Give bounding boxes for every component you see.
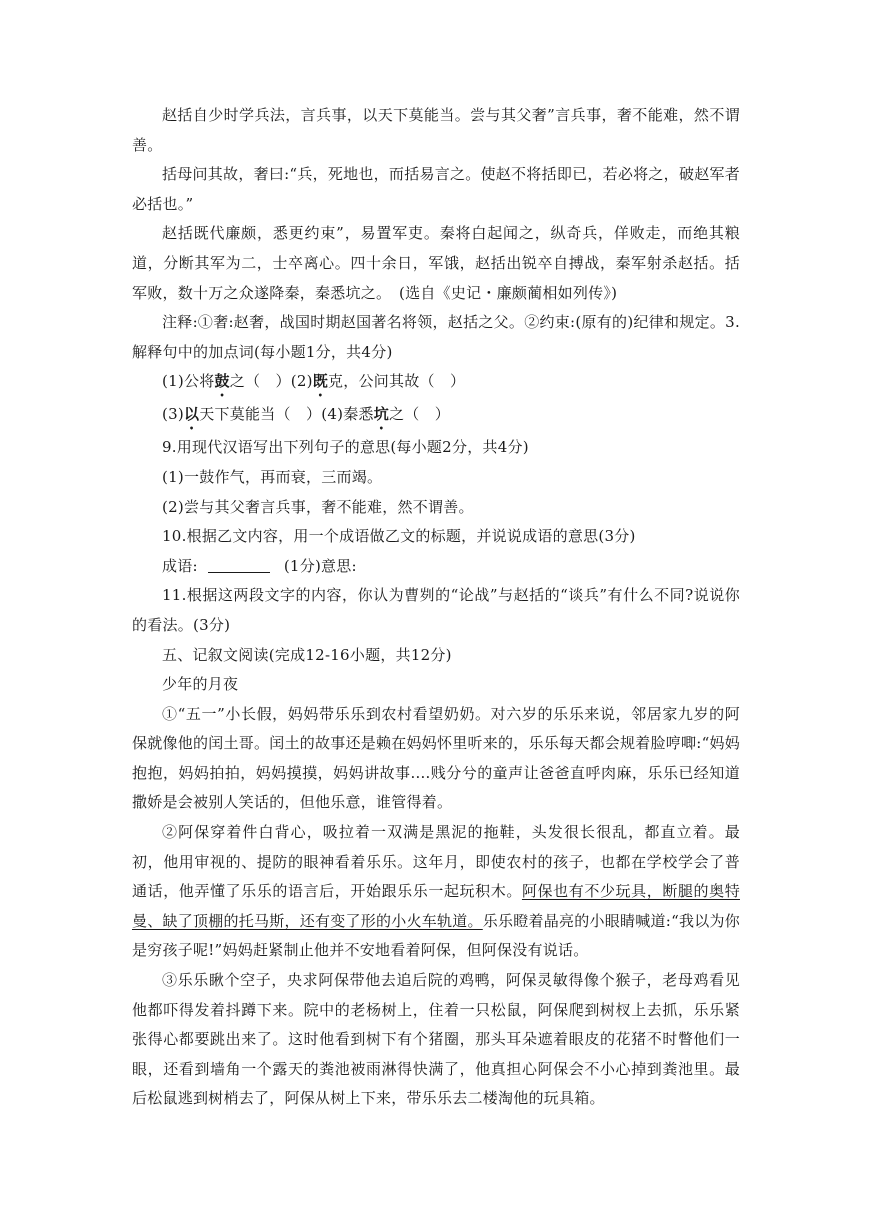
q8-text: (1)公将	[162, 372, 215, 391]
passage-paragraph-3: 赵括既代廉颇，悉更约束”，易置军吏。秦将白起闻之，纵奇兵，佯败走，而绝其粮道，分断其军为二，士卒离心。四十余日，军饿，赵括出锐卒自搏战，秦军射杀赵括。括军败，数十万之众遂降秦，秦悉坑之。 (选自《史记・廉颇蔺相如列传》)	[132, 224, 740, 302]
passage-paragraph-1: 赵括自少时学兵法，言兵事，以天下莫能当。尝与其父奢”言兵事，奢不能难，然不谓善。	[132, 106, 740, 154]
q8-text: 之（ ）	[389, 405, 451, 424]
q8-text: 之（ ）(2)	[229, 372, 313, 391]
story-text: ②阿保穿着件白背心，吸拉着一双满是黑泥的拖鞋，头发很长很乱，都直立着。最初，他用审视的、提防的眼神看着乐乐。这年月，即使农村的孩子，也都在学校学会了普通话，他弄懂了乐乐的语言后，开始跟乐乐一起玩积木。	[132, 823, 740, 901]
meaning-label: (1分)意思:	[283, 556, 357, 575]
q8-text: 克，公问其故（ ）	[328, 372, 466, 391]
question-8-line-2	[132, 400, 740, 433]
section-5-heading: 五、记叙文阅读(完成12-16小题，共12分)	[162, 645, 452, 664]
dotted-word: 以	[184, 405, 200, 424]
dotted-word: 坑	[373, 405, 390, 424]
question-9-title: 9.用现代汉语写出下列句子的意思(每小题2分，共4分)	[162, 438, 529, 457]
annotation-paragraph: 注释:①奢:赵奢，战国时期赵国著名将领，赵括之父。②约束:(原有的)纪律和规定。3.解释句中的加点词(每小题1分，共4分)	[132, 313, 740, 361]
q8-text: 天下莫能当（ ）(4)秦悉	[199, 405, 374, 424]
idiom-answer-blank[interactable]	[208, 558, 270, 573]
question-8-line-1	[132, 367, 740, 400]
story-paragraph-1: ①“五一”小长假，妈妈带乐乐到农村看望奶奶。对六岁的乐乐来说，邻居家九岁的阿保就像他的闰土哥。闰土的故事还是赖在妈妈怀里听来的，乐乐每天都会规着脸哼唧:“妈妈抱抱，妈妈拍拍，妈妈摸摸，妈妈讲故事....贱分兮的童声让爸爸直呼肉麻，乐乐已经知道撒娇是会被别人笑话的，但他乐意，谁管得着。	[132, 704, 740, 812]
underlined-sentence: 阿保也有不少玩具，断腿的奥特曼、缺了顶棚的托马斯，还有变了形的小火车轨道。	[132, 882, 740, 930]
question-9-sentence-2: (2)尝与其父奢言兵事，奢不能难，然不谓善。	[162, 497, 474, 516]
dotted-word: 鼓	[214, 372, 230, 391]
question-10-answer-line	[132, 552, 740, 582]
idiom-label: 成语:	[162, 556, 198, 575]
story-paragraph-2	[132, 818, 740, 966]
question-9-sentence-1: (1)一鼓作气，再而衰，三而竭。	[162, 467, 383, 486]
question-11: 11.根据这两段文字的内容，你认为曹刿的“论战”与赵括的“谈兵”有什么不同?说说你的看法。(3分)	[132, 586, 740, 634]
document-body	[132, 101, 740, 1114]
question-10-title: 10.根据乙文内容，用一个成语做乙文的标题，并说说成语的意思(3分)	[162, 527, 636, 546]
dotted-word: 既	[312, 372, 329, 391]
passage-paragraph-2: 括母问其故，奢曰:“兵，死地也，而括易言之。使赵不将括即已，若必将之，破赵军者必括也。”	[132, 165, 740, 213]
q8-text: (3)	[162, 405, 184, 424]
story-title: 少年的月夜	[162, 675, 239, 694]
story-paragraph-3: ③乐乐瞅个空子，央求阿保带他去追后院的鸡鸭，阿保灵敏得像个猴子，老母鸡看见他都吓得发着抖蹲下来。院中的老杨树上，住着一只松鼠，阿保爬到树杈上去抓，乐乐紧张得心都要跳出来了。这时他看到树下有个猪圈，那头耳朵遮着眼皮的花猪不时瞥他们一眼，还看到墙角一个露天的粪池被雨淋得快满了，他真担心阿保会不小心掉到粪池里。最后松鼠逃到树梢去了，阿保从树上下来，带乐乐去二楼淘他的玩具箱。	[132, 971, 740, 1108]
story-text: 乐乐瞪着晶亮的小眼睛喊道:“我以为你是穷孩子呢!”妈妈赶紧制止他并不安地看着阿保，但阿保没有说话。	[132, 911, 740, 960]
